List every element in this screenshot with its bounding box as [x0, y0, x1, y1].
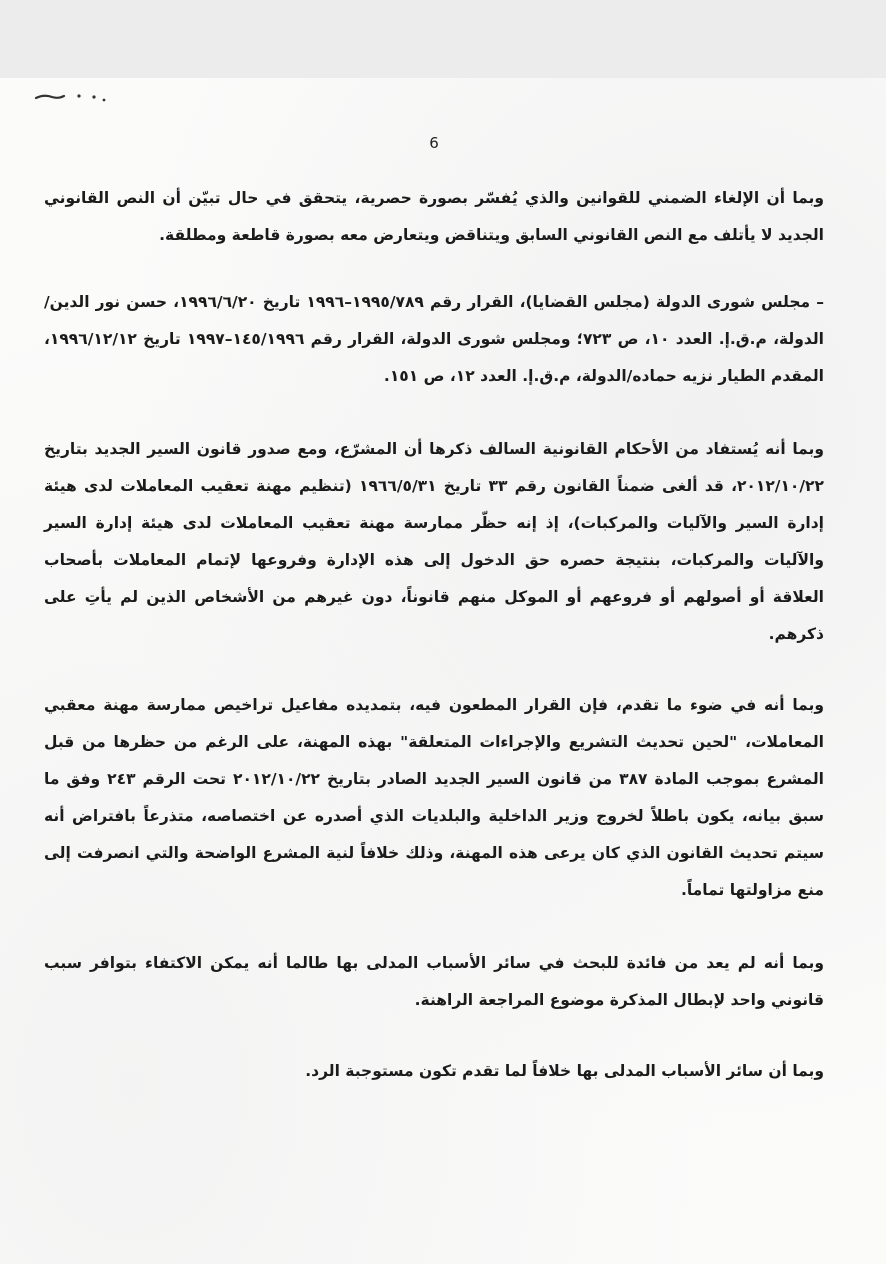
- paragraph-no-further-review: وبما أنه لم يعد من فائدة للبحث في سائر الأسباب المدلى بها طالما أنه يمكن الاكتفاء بتوافر سبب قانوني واحد لإبطال المذكرة موضوع المراجعة الراهنة.: [44, 954, 824, 1009]
- page-number: 6: [429, 134, 439, 152]
- paragraph-implicit-repeal: وبما أن الإلغاء الضمني للقوانين والذي يُفسّر بصورة حصرية، يتحقق في حال تبيّن أن النص القانوني الجديد لا يأتلف مع النص القانوني السابق ويتناقض ويتعارض معه بصورة قاطعة ومطلقة.: [44, 189, 824, 244]
- paragraph-legislator-intent: وبما أنه يُستفاد من الأحكام القانونية السالف ذكرها أن المشرّع، ومع صدور قانون السير الجديد بتاريخ ٢٠١٢/١٠/٢٢، قد ألغى ضمناً القانون رقم ٣٣ تاريخ ١٩٦٦/٥/٣١ (تنظيم مهنة تعقيب المعاملات لدى هيئة إدارة السير والآليات والمركبات)، إذ إنه حظّر ممارسة مهنة تعقيب المعاملات لدى هيئة إدارة السير والآليات والمركبات، بنتيجة حصره حق الدخول إلى هذه الإدارة وفروعها لإتمام المعاملات بأصحاب العلاقة أو أصولهم أو فروعهم أو الموكل منهم قانوناً، دون غيرهم من الأشخاص الذين لم يأتِ على ذكرهم.: [44, 440, 824, 643]
- ink-marks-icon: [34, 88, 114, 108]
- top-margin: [0, 0, 886, 78]
- paragraph-contested-decision: وبما أنه في ضوء ما تقدم، فإن القرار المطعون فيه، بتمديده مفاعيل تراخيص ممارسة مهنة معقبي المعاملات، "لحين تحديث التشريع والإجراءات المتعلقة" بهذه المهنة، على الرغم من حظرها من قبل المشرع بموجب المادة ٣٨٧ من قانون السير الجديد الصادر بتاريخ ٢٠١٢/١٠/٢٢ تحت الرقم ٢٤٣ وفق ما سبق بيانه، يكون باطلاً لخروج وزير الداخلية والبلديات الذي أصدره عن اختصاصه، متذرعاً بافتراض أنه سيتم تحديث القانون الذي كان يرعى هذه المهنة، وذلك خلافاً لنية المشرع الواضحة والتي انصرفت إلى منع مزاولتها تماماً.: [44, 696, 824, 899]
- document-body: [44, 180, 824, 1090]
- paragraph-citations: – مجلس شورى الدولة (مجلس القضايا)، القرار رقم ١٩٩٥/٧٨٩–١٩٩٦ تاريخ ١٩٩٦/٦/٢٠، حسن نور الدين/الدولة، م.ق.إ. العدد ١٠، ص ٧٢٣؛ ومجلس شورى الدولة، القرار رقم ١٤٥/١٩٩٦–١٩٩٧ تاريخ ١٩٩٦/١٢/١٢، المقدم الطيار نزيه حماده/الدولة، م.ق.إ. العدد ١٢، ص ١٥١.: [44, 293, 824, 385]
- paragraph-rejection: وبما أن سائر الأسباب المدلى بها خلافاً لما تقدم تكون مستوجبة الرد.: [305, 1062, 824, 1080]
